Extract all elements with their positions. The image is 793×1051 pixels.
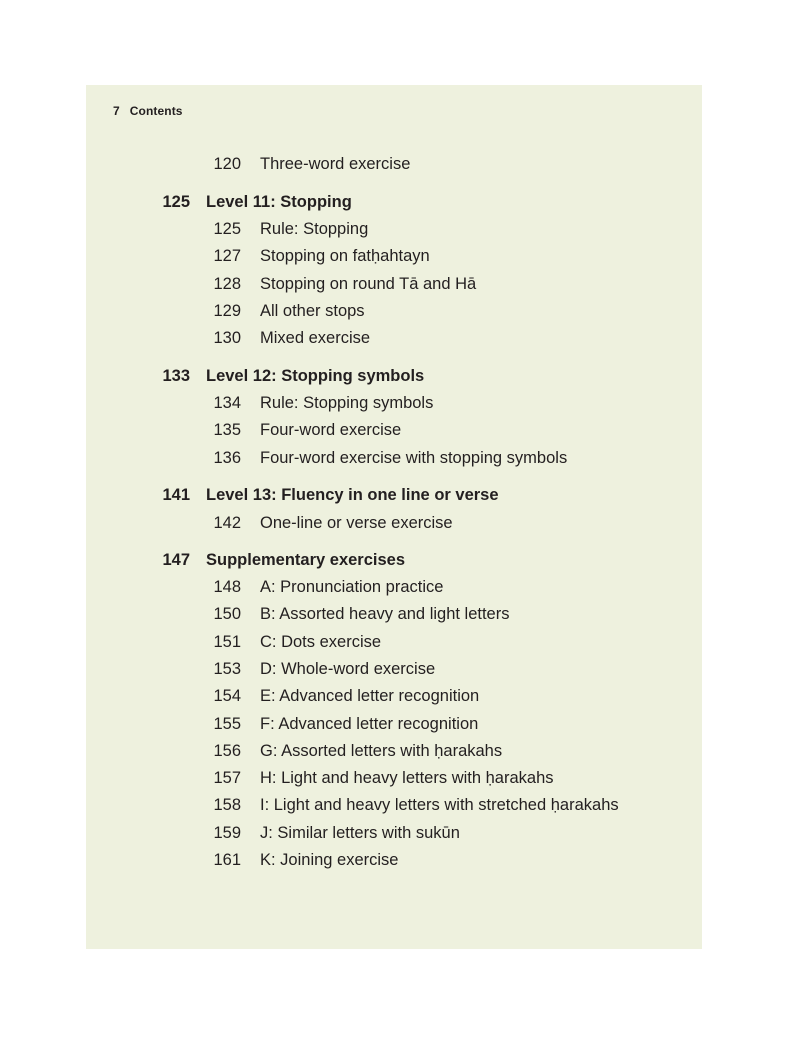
toc-entry-title: Four-word exercise with stopping symbols: [260, 449, 568, 467]
toc-page-number: 153: [213, 660, 241, 678]
page-number: 7: [113, 104, 120, 118]
toc-page-number: 133: [162, 367, 190, 385]
toc-page-number: 150: [213, 605, 241, 623]
toc-page-number: 136: [213, 449, 241, 467]
toc-level-title: Level 12: Stopping symbols: [206, 367, 425, 385]
toc-page-number: 148: [213, 578, 241, 596]
toc-page-number: 125: [162, 193, 190, 211]
toc-page-number: 147: [162, 551, 190, 569]
toc-entry-title: D: Whole-word exercise: [260, 660, 436, 678]
toc-entry-title: H: Light and heavy letters with ḥarakahs: [260, 769, 554, 787]
toc-entry-title: All other stops: [260, 302, 365, 320]
toc-entry-title: A: Pronunciation practice: [260, 578, 444, 596]
toc-entry-title: G: Assorted letters with ḥarakahs: [260, 742, 503, 760]
toc-page-number: 155: [213, 715, 241, 733]
toc-page-number: 156: [213, 742, 241, 760]
toc-page-number: 130: [213, 329, 241, 347]
toc-page-number: 134: [213, 394, 241, 412]
toc-entry-title: I: Light and heavy letters with stretched ḥarakahs: [260, 796, 619, 814]
toc-entry-title: C: Dots exercise: [260, 633, 382, 651]
toc-entry-title: Three-word exercise: [260, 155, 411, 173]
toc-entry-title: One-line or verse exercise: [260, 514, 453, 532]
toc-entry-title: Stopping on round Tā and Hā: [260, 275, 477, 293]
toc-entry-title: B: Assorted heavy and light letters: [260, 605, 510, 623]
running-head-title: Contents: [129, 104, 183, 118]
toc-page-number: 158: [213, 796, 241, 814]
toc-entry-title: Rule: Stopping: [260, 220, 369, 238]
toc-entry-title: F: Advanced letter recognition: [260, 715, 479, 733]
toc-page-number: 135: [213, 421, 241, 439]
toc-entry-title: Four-word exercise: [260, 421, 402, 439]
toc-entry-title: K: Joining exercise: [260, 851, 399, 869]
toc-level-title: Level 11: Stopping: [206, 193, 352, 211]
toc-entry-title: E: Advanced letter recognition: [260, 687, 480, 705]
toc-level-title: Level 13: Fluency in one line or verse: [206, 486, 499, 504]
toc-page-number: 127: [213, 247, 241, 265]
toc-entry-title: J: Similar letters with sukūn: [260, 824, 460, 842]
toc-page-number: 154: [213, 687, 241, 705]
toc-page-number: 157: [213, 769, 241, 787]
toc-entry-title: Mixed exercise: [260, 329, 371, 347]
toc-page-number: 129: [213, 302, 241, 320]
toc-page-number: 125: [213, 220, 241, 238]
toc-page-number: 120: [213, 155, 241, 173]
toc-entry-title: Rule: Stopping symbols: [260, 394, 434, 412]
toc-page-number: 151: [213, 633, 241, 651]
toc-entry-title: Stopping on fatḥahtayn: [260, 247, 430, 265]
toc-level-title: Supplementary exercises: [206, 551, 406, 569]
running-head: [113, 103, 183, 119]
toc-page-number: 142: [213, 514, 241, 532]
toc-page-number: 128: [213, 275, 241, 293]
toc-page-number: 159: [213, 824, 241, 842]
toc-page-number: 161: [213, 851, 241, 869]
toc-page-number: 141: [162, 486, 190, 504]
